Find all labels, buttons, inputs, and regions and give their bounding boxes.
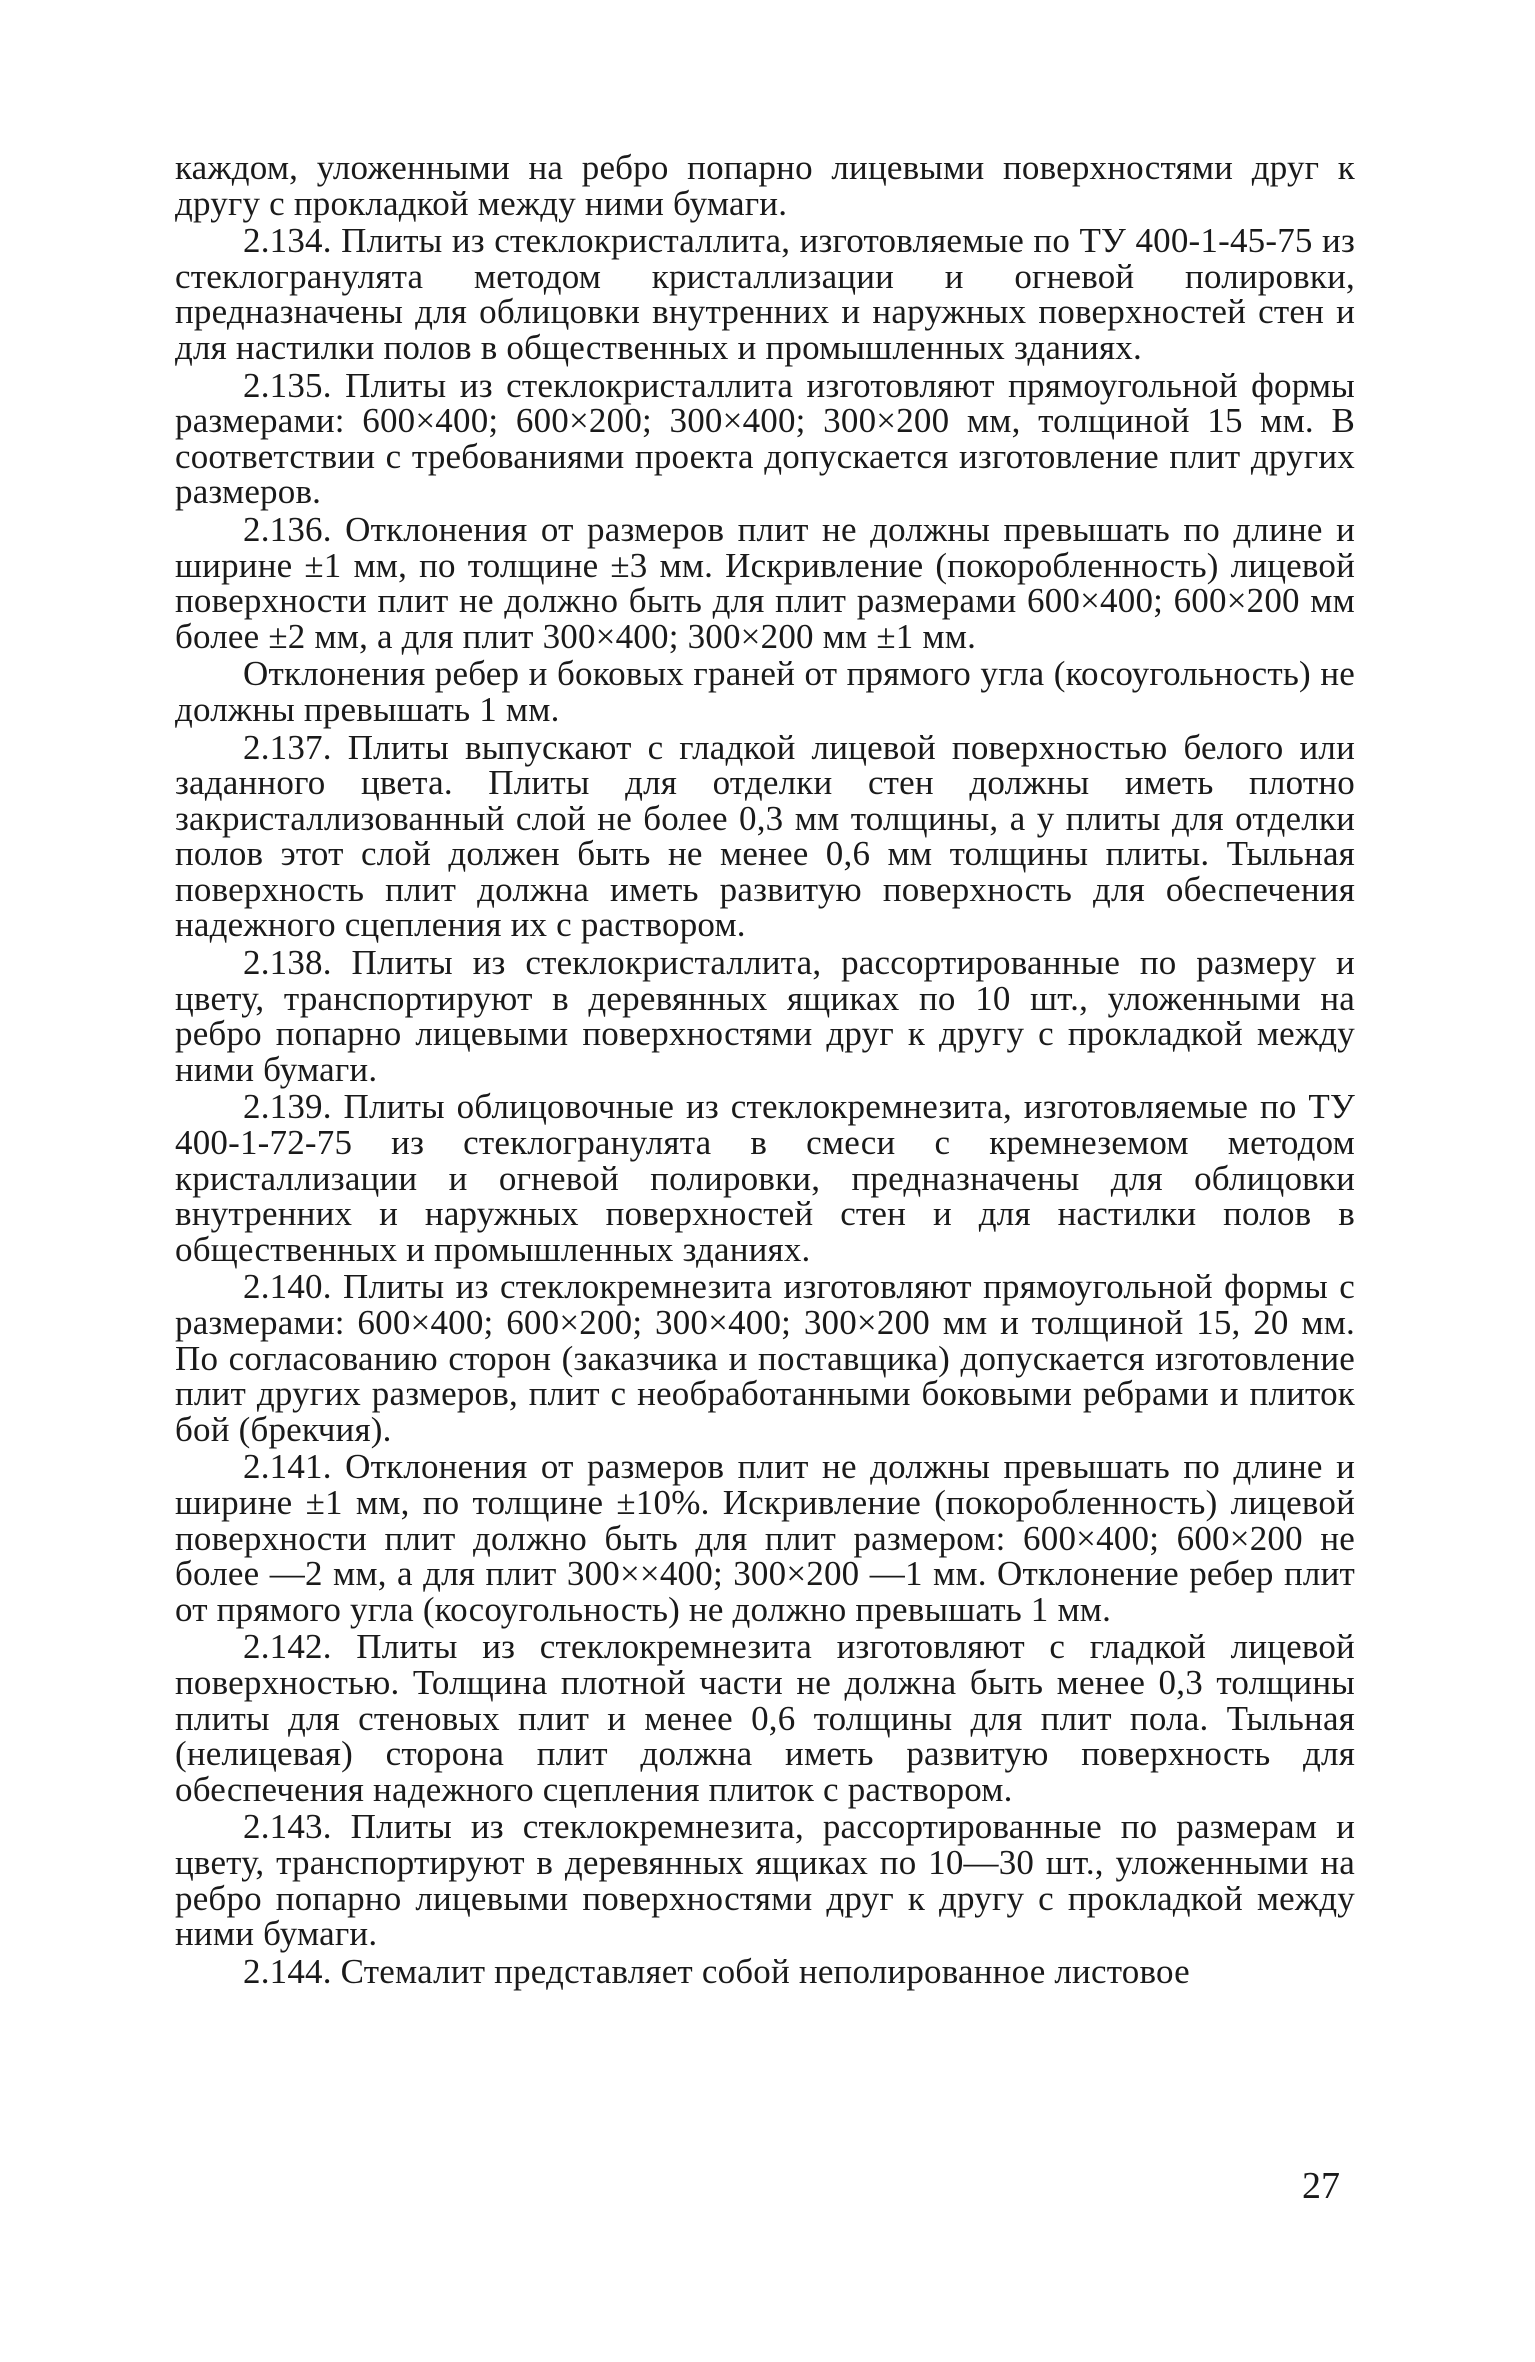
paragraph-2-136: 2.136. Отклонения от размеров плит не должны превышать по длине и ширине ±1 мм, по толщине ±3 мм. Искривление (покоробленность) лицевой поверхности плит не должно быть для плит размерами 600×400; 600×200 мм более ±2 мм, а для плит 300×400; 300×200 мм ±1 мм. — [175, 509, 1355, 656]
page-body — [175, 150, 1355, 1991]
paragraph-2-135: 2.135. Плиты из стеклокристаллита изготовляют прямоугольной формы размерами: 600×400; 600×200; 300×400; 300×200 мм, толщиной 15 мм. В соответствии с требованиями проекта допускается изготовление плит других размеров. — [175, 365, 1355, 512]
paragraph-2-137: 2.137. Плиты выпускают с гладкой лицевой поверхностью белого или заданного цвета. Плиты для отделки стен должны иметь плотно закристаллизованный слой не более 0,3 мм толщины, а у плиты для отделки полов этот слой должен быть не менее 0,6 мм толщины плиты. Тыльная поверхность плит должна иметь развитую поверхность для обеспечения надежного сцепления их с раствором. — [175, 727, 1355, 945]
paragraph-2-141: 2.141. Отклонения от размеров плит не должны превышать по длине и ширине ±1 мм, по толщине ±10%. Искривление (покоробленность) лицевой поверхности плит должно быть для плит размером: 600×400; 600×200 не более —2 мм, а для плит 300××400; 300×200 —1 мм. Отклонение ребер плит от прямого угла (косоугольность) не должно превышать 1 мм. — [175, 1447, 1355, 1629]
page-number: 27 — [1302, 2165, 1340, 2207]
paragraph-2-136-note: Отклонения ребер и боковых граней от прямого угла (косоугольность) не должны превышать 1 мм. — [175, 654, 1355, 729]
paragraph-continuation: каждом, уложенными на ребро попарно лицевыми поверхностями друг к другу с прокладкой между ними бумаги. — [175, 148, 1355, 223]
paragraph-2-140: 2.140. Плиты из стеклокремнезита изготовляют прямоугольной формы с размерами: 600×400; 600×200; 300×400; 300×200 мм и толщиной 15, 20 мм. По согласованию сторон (заказчика и поставщика) допускается изготовление плит других размеров, плит с необработанными боковыми ребрами и плиток бой (брекчия). — [175, 1267, 1355, 1449]
paragraph-2-144: 2.144. Стемалит представляет собой неполированное листовое — [243, 1951, 1190, 1991]
paragraph-2-134: 2.134. Плиты из стеклокристаллита, изготовляемые по ТУ 400-1-45-75 из стеклогранулята методом кристаллизации и огневой полировки, предназначены для облицовки внутренних и наружных поверхностей стен и для настилки полов в общественных и промышленных зданиях. — [175, 221, 1355, 367]
paragraph-2-142: 2.142. Плиты из стеклокремнезита изготовляют с гладкой лицевой поверхностью. Толщина плотной части не должна быть менее 0,3 толщины плиты для стеновых плит и менее 0,6 толщины для плит пола. Тыльная (нелицевая) сторона плит должна иметь развитую поверхность для обеспечения надежного сцепления плиток с раствором. — [175, 1627, 1355, 1809]
paragraph-2-143: 2.143. Плиты из стеклокремнезита, рассортированные по размерам и цвету, транспортируют в деревянных ящиках по 10—30 шт., уложенными на ребро попарно лицевыми поверхностями друг к другу с прокладкой между ними бумаги. — [175, 1807, 1355, 1954]
paragraph-2-139: 2.139. Плиты облицовочные из стеклокремнезита, изготовляемые по ТУ 400-1-72-75 из стеклогранулята в смеси с кремнеземом методом кристаллизации и огневой полировки, предназначены для облицовки внутренних и наружных поверхностей стен и для настилки полов в общественных и промышленных зданиях. — [175, 1087, 1355, 1269]
paragraph-2-138: 2.138. Плиты из стеклокристаллита, рассортированные по размеру и цвету, транспортируют в деревянных ящиках по 10 шт., уложенными на ребро попарно лицевыми поверхностями друг к другу с прокладкой между ними бумаги. — [175, 943, 1355, 1089]
